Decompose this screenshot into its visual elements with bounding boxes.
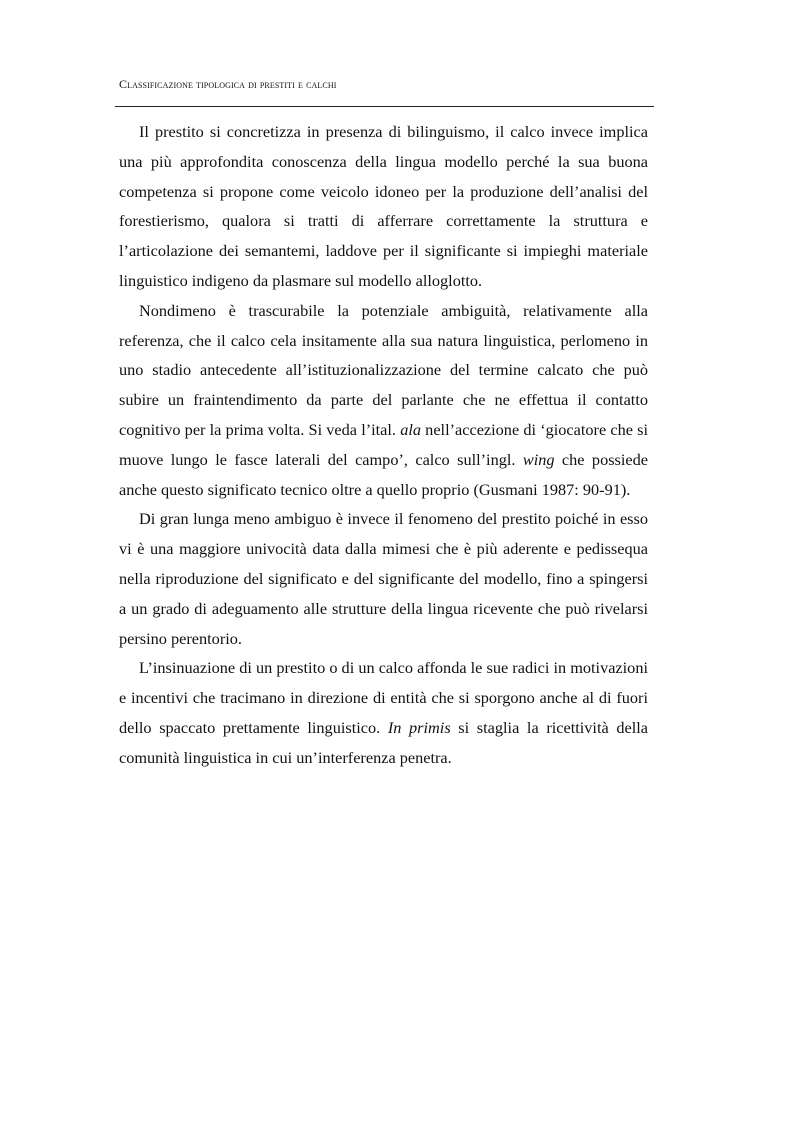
paragraph-2 [119,296,648,505]
paragraph-text: Nondimeno è trascurabile la potenziale ambiguità, relativamente alla referenza, che il calco cela insitamente alla sua natura linguistica, perlomeno in uno stadio antecedente all’istituzionalizzazione del termine calcato che può subire un fraintendimento da parte del parlante che ne effettua il contatto cognitivo per la prima volta. Si veda l’ital. [119,300,648,439]
header-rule [115,106,654,107]
paragraph-1 [119,117,648,296]
italic-term-in-primis: In primis [387,717,451,737]
italic-term-ala: ala [400,419,421,439]
paragraph-text: nell’accezione di ‘giocatore che si muove lungo le fasce laterali del campo’, calco sull’ingl. [119,419,648,469]
paragraph-4 [119,653,648,772]
paragraph-text: si staglia la ricettività della comunità linguistica in cui un’interferenza penetra. [119,717,648,767]
running-header: Classificazione tipologica di prestiti e calchi [119,77,337,91]
paragraph-text: Di gran lunga meno ambiguo è invece il fenomeno del prestito poiché in esso vi è una maggiore univocità data dalla mimesi che è più aderente e pedissequa nella riproduzione del significato e del significante del modello, fino a spingersi a un grado di adeguamento alle strutture della lingua ricevente che può rivelarsi persino perentorio. [119,509,648,648]
italic-term-wing: wing [522,449,555,469]
paragraph-text: che possiede anche questo significato tecnico oltre a quello proprio (Gusmani 1987: 90-91). [119,449,648,499]
paragraph-3 [119,504,648,653]
body-text [119,117,648,773]
paragraph-text: Il prestito si concretizza in presenza di bilinguismo, il calco invece implica una più approfondita conoscenza della lingua modello perché la sua buona competenza si propone come veicolo idoneo per la produzione dell’analisi del forestierismo, qualora si tratti di afferrare correttamente la struttura e l’articolazione dei semantemi, laddove per il significante si impieghi materiale linguistico indigeno da plasmare sul modello alloglotto. [119,122,648,290]
paragraph-text: L’insinuazione di un prestito o di un calco affonda le sue radici in motivazioni e incentivi che tracimano in direzione di entità che si sporgono anche al di fuori dello spaccato prettamente linguistico. [119,658,648,737]
